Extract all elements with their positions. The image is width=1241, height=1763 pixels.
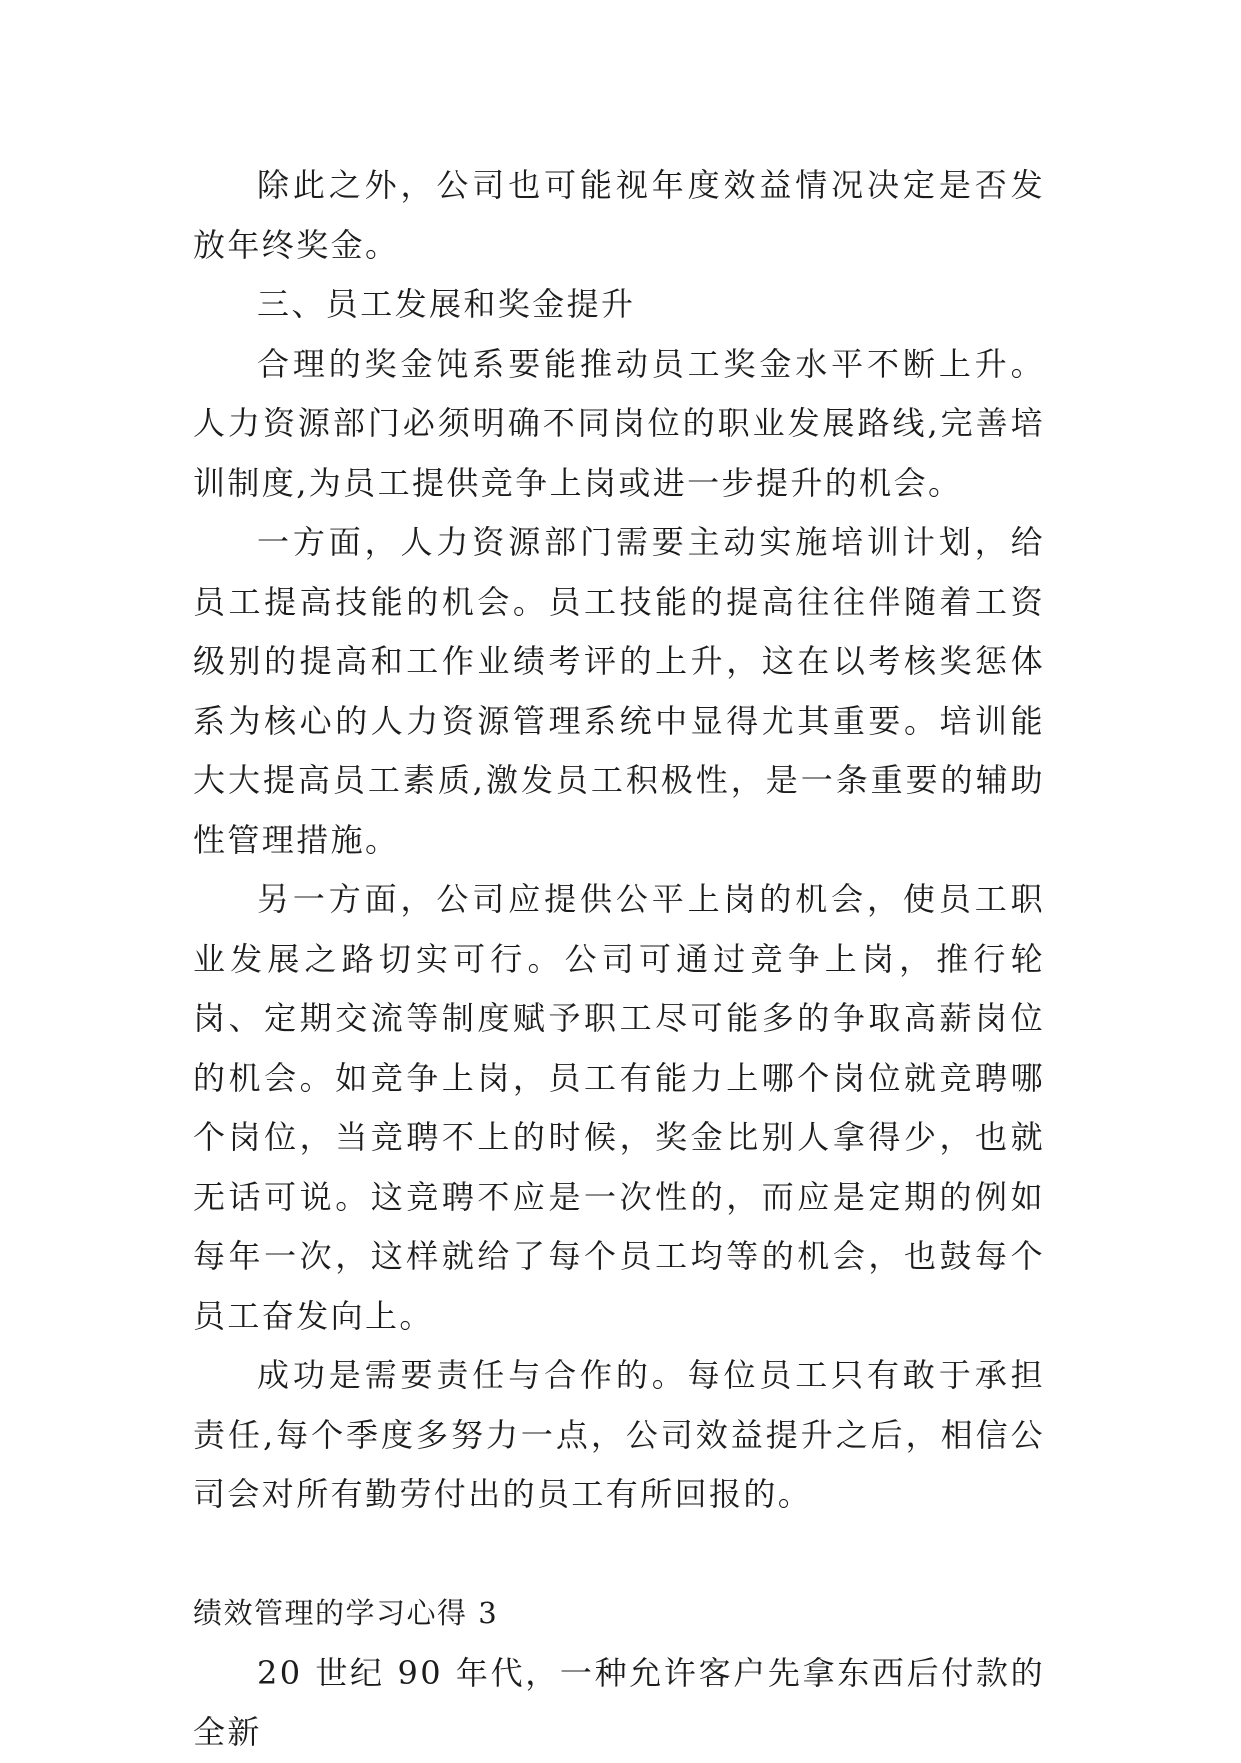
section-heading: 绩效管理的学习心得 3 bbox=[193, 1596, 499, 1630]
paragraph-year-end-bonus: 除此之外，公司也可能视年度效益情况决定是否发放年终奖金。 bbox=[193, 166, 1045, 264]
document-body bbox=[193, 156, 1045, 1763]
paragraph-training: 一方面，人力资源部门需要主动实施培训计划，给员工提高技能的机会。员工技能的提高往往伴随着工资级别的提高和工作业绩考评的上升，这在以考核奖惩体系为核心的人力资源管理系统中显得尤其重要。培训能大大提高员工素质,激发员工积极性，是一条重要的辅助性管理措施。 bbox=[193, 523, 1045, 859]
paragraph-responsibility: 成功是需要责任与合作的。每位员工只有敢于承担责任,每个季度多努力一点，公司效益提升之后，相信公司会对所有勤劳付出的员工有所回报的。 bbox=[193, 1356, 1045, 1513]
paragraph-fair-promotion: 另一方面，公司应提供公平上岗的机会，使员工职业发展之路切实可行。公司可通过竞争上岗，推行轮岗、定期交流等制度赋予职工尽可能多的争取高薪岗位的机会。如竞争上岗，员工有能力上哪个岗位就竞聘哪个岗位，当竞聘不上的时候，奖金比别人拿得少，也就无话可说。这竞聘不应是一次性的，而应是定期的例如每年一次，这样就给了每个员工均等的机会，也鼓每个员工奋发向上。 bbox=[193, 880, 1045, 1335]
subheading-employee-development: 三、员工发展和奖金提升 bbox=[257, 285, 636, 323]
paragraph-1990s: 20 世纪 90 年代，一种允许客户先拿东西后付款的全新 bbox=[193, 1653, 1045, 1751]
paragraph-bonus-system: 合理的奖金饨系要能推动员工奖金水平不断上升。人力资源部门必须明确不同岗位的职业发展路线,完善培训制度,为员工提供竞争上岗或进一步提升的机会。 bbox=[193, 344, 1045, 502]
